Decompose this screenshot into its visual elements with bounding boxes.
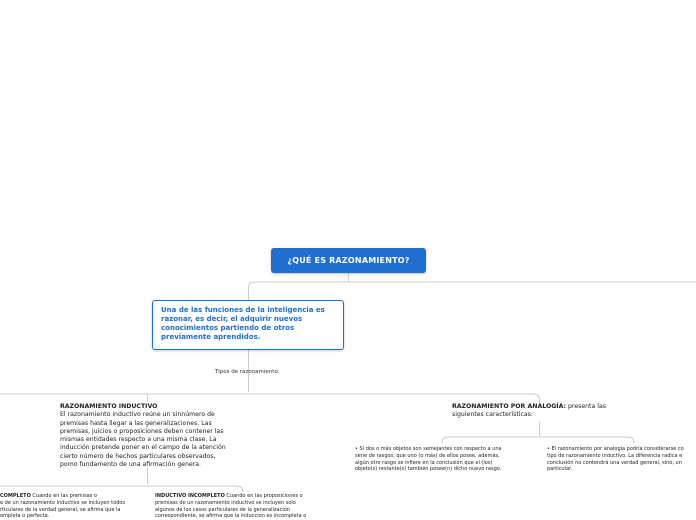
- inductive-line-1: El razonamiento inductivo reúne un sinnúmero de: [60, 411, 215, 419]
- analogy-line-2: siguientes características:: [452, 411, 533, 419]
- root-topic-node[interactable]: [271, 248, 426, 273]
- analogy-point-1-line-4: objeto(s) restante(s) también posee(n) dicho nuevo rasgo.: [355, 466, 502, 473]
- analogy-point-2-line-1: • El razonamiento por analogía podría considerarse co: [547, 446, 684, 452]
- analogy-title: RAZONAMIENTO POR ANALOGÍA:: [452, 403, 566, 410]
- analogy-point-1-line-3: algún otro rasgo se infiere en la conclusión que el (los): [355, 459, 493, 466]
- analogy-point-2-line-4: particular.: [547, 466, 573, 473]
- inductive-title: RAZONAMIENTO INDUCTIVO: [60, 403, 158, 410]
- complete-induction-node[interactable]: [0, 493, 125, 520]
- analogy-point-2-line-2: tipo de razonamiento inductivo. La diferencia radica e: [547, 452, 683, 459]
- incomplete-line-3: correspondiente, se afirma que la inducción es incompleta o: [155, 513, 307, 520]
- complete-line-2: rticulares de la verdad general, se afirma que la: [0, 506, 121, 513]
- inductive-line-4: mismas entidades respecto a una misma clase. La: [60, 436, 217, 444]
- analogy-point-2-node[interactable]: [547, 446, 684, 473]
- definition-line-3: conocimientos partiendo de otros: [161, 324, 295, 332]
- incomplete-induction-node[interactable]: [155, 493, 306, 520]
- analogy-title-rest: presenta las: [565, 403, 606, 410]
- analogy-point-1-line-2: serie de rasgos, que uno (o más) de ellos posee, además,: [355, 452, 500, 459]
- relationship-label: Tipos de razonamiento.: [215, 369, 280, 375]
- incomplete-title: INDUCTIVO INCOMPLETO: [155, 493, 225, 499]
- connector-root-branch: [249, 282, 696, 300]
- analogy-point-2-line-3: conclusión no contendrá una verdad general, sino, un: [547, 459, 682, 466]
- incomplete-title-line: [155, 493, 306, 500]
- inductive-line-7: pomo fundamento de una afirmación genera.: [60, 461, 201, 469]
- connector-analogy-branch: [442, 437, 634, 443]
- complete-line-1: e de un razonamiento inductivo se incluyen todos: [0, 499, 125, 506]
- incomplete-line-1: premisas de un razonamiento inductivo se incluyen solo: [155, 499, 296, 506]
- connector-inductive-branch: [0, 486, 243, 492]
- inductive-reasoning-node[interactable]: [60, 403, 226, 469]
- complete-title: COMPLETO: [0, 493, 31, 499]
- connector-types-branch: [0, 394, 540, 403]
- analogy-point-1-node[interactable]: [355, 446, 502, 473]
- incomplete-line-2: algunos de los casos particulares de la generalización: [155, 506, 290, 513]
- complete-title-rest: Cuando en las premisas o: [30, 493, 97, 499]
- inductive-line-6: cierto número de hechos particulares observados,: [60, 452, 216, 460]
- definition-line-1: Una de las funciones de la inteligencia es: [161, 306, 325, 314]
- incomplete-title-rest: Cuando en las proposiciones o: [224, 493, 303, 499]
- analogy-reasoning-node[interactable]: [452, 403, 606, 420]
- complete-title-line: [0, 493, 125, 500]
- inductive-line-2: premisas hasta llegar a las generalizaciones. Las: [60, 419, 212, 427]
- definition-line-4: previamente aprendidos.: [161, 333, 261, 341]
- definition-node[interactable]: [152, 300, 344, 350]
- inductive-line-5: inducción pretende poner en el campo de la atención: [60, 444, 226, 452]
- analogy-point-1-line-1: • Si dos o más objetos son semejantes con respecto a una: [355, 446, 502, 452]
- root-topic-title: ¿QUÉ ES RAZONAMIENTO?: [287, 256, 410, 265]
- definition-line-2: razonar, es decir, el adquirir nuevos: [161, 315, 303, 323]
- inductive-line-3: premisas, juicios o proposiciones deben contener las: [60, 427, 224, 435]
- complete-line-3: ompleta o perfecta.: [0, 513, 50, 520]
